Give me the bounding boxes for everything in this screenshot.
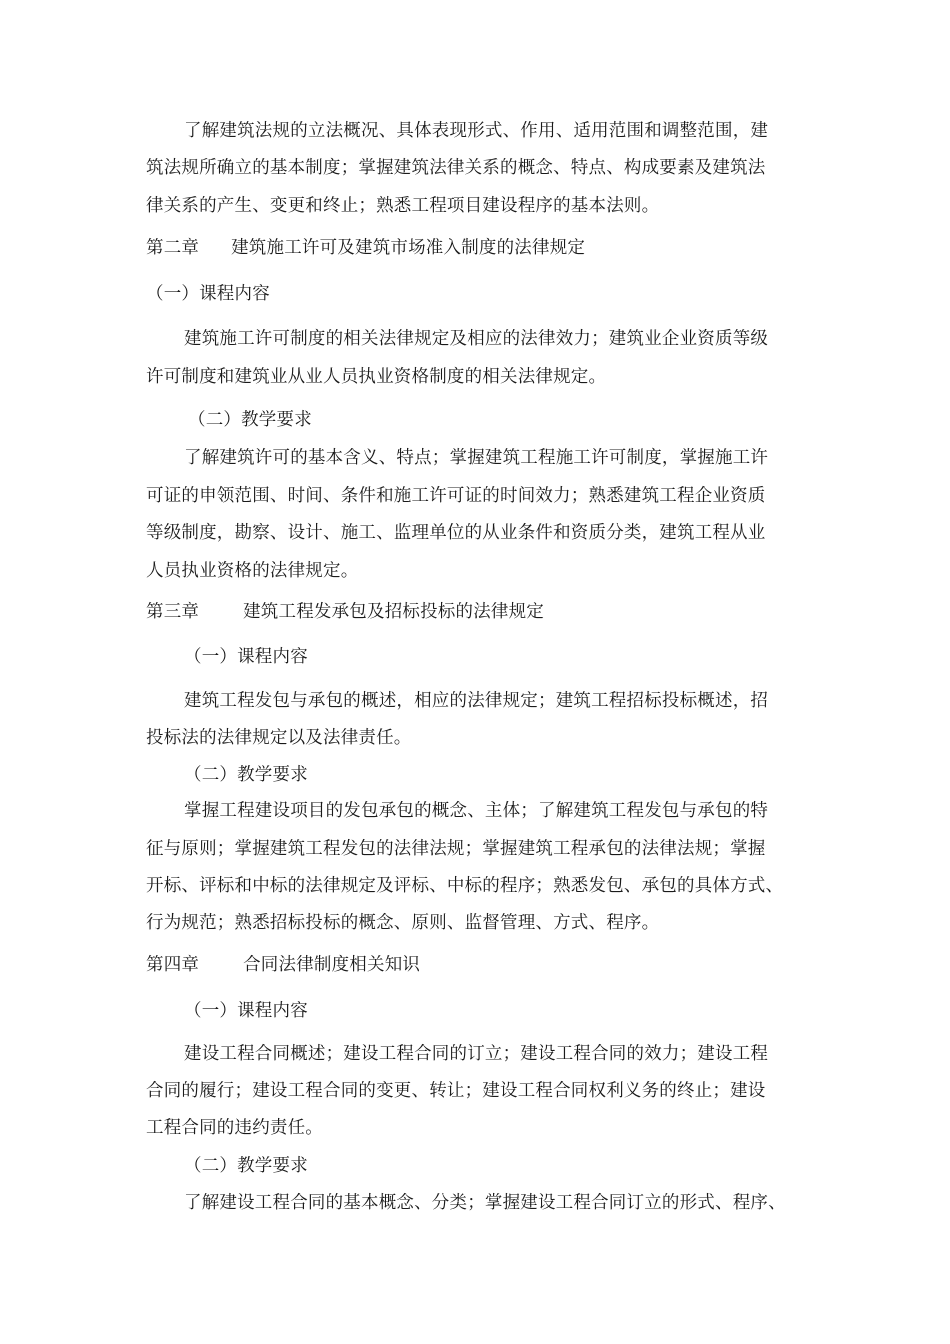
section-heading: （一）课程内容: [184, 1001, 308, 1021]
paragraph-line: 合同的履行；建设工程合同的变更、转让；建设工程合同权利义务的终止；建设: [146, 1081, 766, 1101]
paragraph-line: 了解建筑法规的立法概况、具体表现形式、作用、适用范围和调整范围，建: [184, 121, 769, 141]
chapter-heading-3: [146, 601, 544, 623]
chapter-title: 建筑工程发承包及招标投标的法律规定: [243, 602, 545, 622]
chapter-heading-4: [146, 954, 420, 976]
section-heading: （二）教学要求: [188, 410, 312, 430]
chapter-number: 第三章: [146, 602, 200, 622]
chapter-title: 合同法律制度相关知识: [243, 955, 421, 975]
paragraph-line: 等级制度，勘察、设计、施工、监理单位的从业条件和资质分类，建筑工程从业: [146, 523, 766, 543]
paragraph-line: 开标、评标和中标的法律规定及评标、中标的程序；熟悉发包、承包的具体方式、: [146, 876, 784, 896]
section-heading: （一）课程内容: [184, 647, 308, 667]
paragraph-line: 建筑施工许可制度的相关法律规定及相应的法律效力；建筑业企业资质等级: [184, 329, 769, 349]
paragraph-line: 投标法的法律规定以及法律责任。: [146, 728, 412, 748]
chapter-heading-2: [146, 237, 585, 259]
paragraph-line: 建设工程合同概述；建设工程合同的订立；建设工程合同的效力；建设工程: [184, 1044, 769, 1064]
paragraph-line: 建筑工程发包与承包的概述，相应的法律规定；建筑工程招标投标概述，招: [184, 691, 769, 711]
paragraph-line: 掌握工程建设项目的发包承包的概念、主体；了解建筑工程发包与承包的特: [184, 801, 769, 821]
section-heading: （一）课程内容: [146, 284, 270, 304]
paragraph-line: 人员执业资格的法律规定。: [146, 561, 359, 581]
paragraph-line: 可证的申领范围、时间、条件和施工许可证的时间效力；熟悉建筑工程企业资质: [146, 486, 766, 506]
paragraph-line: 工程合同的违约责任。: [146, 1118, 323, 1138]
paragraph-line: 许可制度和建筑业从业人员执业资格制度的相关法律规定。: [146, 367, 607, 387]
chapter-title: 建筑施工许可及建筑市场准入制度的法律规定: [231, 238, 586, 258]
paragraph-line: 了解建设工程合同的基本概念、分类；掌握建设工程合同订立的形式、程序、: [184, 1193, 786, 1213]
paragraph-line: 了解建筑许可的基本含义、特点；掌握建筑工程施工许可制度，掌握施工许: [184, 448, 769, 468]
chapter-number: 第二章: [146, 238, 200, 258]
chapter-number: 第四章: [146, 955, 200, 975]
section-heading: （二）教学要求: [184, 1156, 308, 1176]
paragraph-line: 征与原则；掌握建筑工程发包的法律法规；掌握建筑工程承包的法律法规；掌握: [146, 839, 766, 859]
paragraph-line: 律关系的产生、变更和终止；熟悉工程项目建设程序的基本法则。: [146, 196, 660, 216]
paragraph-line: 行为规范；熟悉招标投标的概念、原则、监督管理、方式、程序。: [146, 913, 660, 933]
section-heading: （二）教学要求: [184, 765, 308, 785]
paragraph-line: 筑法规所确立的基本制度；掌握建筑法律关系的概念、特点、构成要素及建筑法: [146, 158, 766, 178]
